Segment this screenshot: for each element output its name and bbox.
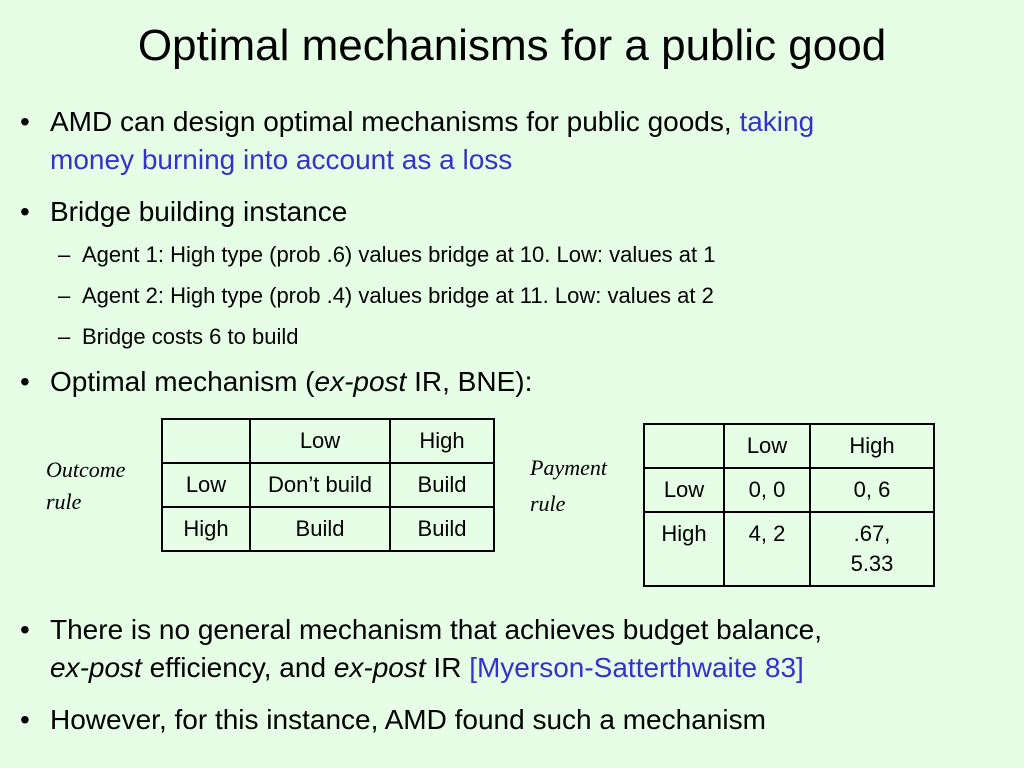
table-cell: Low	[162, 463, 250, 507]
outcome-rule-table	[161, 418, 495, 552]
highlight-text-cont: money burning into account as a loss	[50, 144, 513, 175]
dash-marker: –	[58, 324, 71, 349]
table-header-row	[644, 424, 934, 468]
table-cell: 4, 2	[724, 512, 810, 586]
table-cell	[162, 419, 250, 463]
sub-bullet-text: Agent 1: High type (prob .6) values bridge at 10. Low: values at 1	[82, 242, 716, 267]
table-cell: High	[390, 419, 494, 463]
table-cell: High	[644, 512, 724, 586]
bullet-dot: •	[20, 106, 30, 137]
sub-bullet-cost	[58, 322, 299, 352]
dash-marker: –	[58, 242, 71, 267]
bullet-dot: •	[20, 614, 30, 645]
table-cell: .67, 5.33	[810, 512, 934, 586]
bullet-text: AMD can design optimal mechanisms for public goods,	[50, 106, 732, 137]
dash-marker: –	[58, 283, 71, 308]
table-cell: Low	[644, 468, 724, 512]
sub-bullet-text: Bridge costs 6 to build	[82, 324, 299, 349]
bullet-text: There is no general mechanism that achieves budget balance,	[50, 614, 823, 645]
table-cell	[644, 424, 724, 468]
emphasis-text: ex-post	[314, 366, 407, 397]
citation: [Myerson-Satterthwaite 83]	[469, 652, 804, 683]
payment-rule-table	[643, 423, 935, 587]
highlight-text: taking	[739, 106, 815, 137]
table-row	[162, 463, 494, 507]
table-cell: Don’t build	[250, 463, 390, 507]
table-header-row	[162, 419, 494, 463]
sub-bullet-agent1	[58, 240, 716, 270]
bullet-dot: •	[20, 366, 30, 397]
bullet-dot: •	[20, 704, 30, 735]
table-cell: Low	[250, 419, 390, 463]
outcome-rule-label: Outcome rule	[46, 457, 126, 514]
table-cell: Build	[250, 507, 390, 551]
bullet-text: Optimal mechanism (	[50, 366, 315, 397]
sub-bullet-agent2	[58, 281, 714, 311]
table-cell: Build	[390, 463, 494, 507]
emphasis-text: ex-post	[333, 652, 426, 683]
bullet-text: However, for this instance, AMD found such a mechanism	[50, 704, 766, 735]
table-cell: 0, 0	[724, 468, 810, 512]
table-row	[162, 507, 494, 551]
table-row	[644, 512, 934, 586]
bullet-text: Bridge building instance	[50, 196, 348, 227]
table-cell: High	[162, 507, 250, 551]
slide-title: Optimal mechanisms for a public good	[137, 21, 887, 70]
emphasis-text: ex-post	[50, 652, 142, 683]
table-row	[644, 468, 934, 512]
table-cell: Low	[724, 424, 810, 468]
payment-rule-label: Payment rule	[530, 455, 607, 516]
sub-bullet-text: Agent 2: High type (prob .4) values bridge at 11. Low: values at 2	[82, 283, 714, 308]
bullet-text-end: IR, BNE):	[414, 366, 533, 397]
table-cell: 0, 6	[810, 468, 934, 512]
bullet-dot: •	[20, 196, 30, 227]
table-cell: Build	[390, 507, 494, 551]
table-cell: High	[810, 424, 934, 468]
